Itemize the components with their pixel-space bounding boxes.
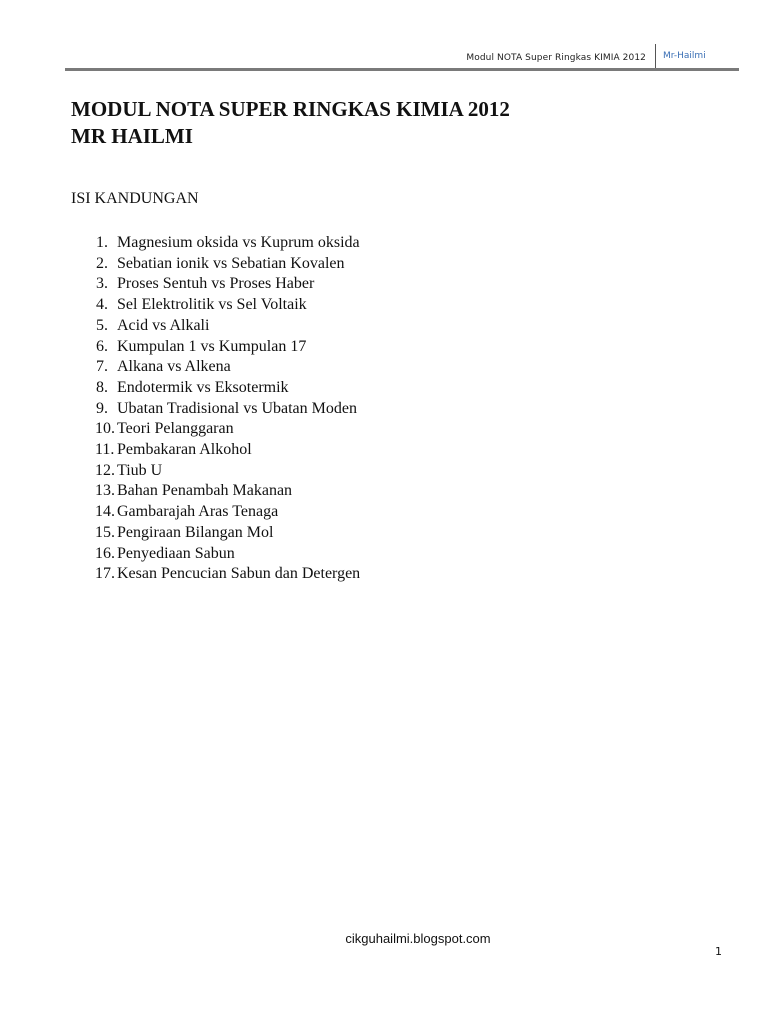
toc-item: [71, 399, 360, 420]
toc-item-label: Teori Pelanggaran: [117, 420, 234, 438]
toc-item: [71, 564, 360, 585]
toc-item: [71, 440, 360, 461]
toc-item-label: Ubatan Tradisional vs Ubatan Moden: [117, 399, 357, 417]
toc-item: [71, 419, 360, 440]
toc-item-label: Kesan Pencucian Sabun dan Detergen: [117, 565, 361, 583]
toc-item: [71, 378, 360, 399]
toc-item-label: Pengiraan Bilangan Mol: [117, 523, 274, 541]
toc-item-number: 7.: [96, 358, 108, 376]
toc-item: [71, 233, 360, 254]
header-separator: [655, 44, 656, 70]
footer-url: cikguhailmi.blogspot.com: [345, 931, 491, 946]
toc-item-number: 10.: [95, 420, 115, 438]
running-header-author: Mr-Hailmi: [663, 51, 706, 61]
running-header-title: Modul NOTA Super Ringkas KIMIA 2012: [466, 53, 646, 63]
toc-item: [71, 337, 360, 358]
toc-item: [71, 316, 360, 337]
toc-item-number: 12.: [95, 461, 115, 479]
toc-item-number: 9.: [96, 399, 108, 417]
toc-item-label: Gambarajah Aras Tenaga: [117, 503, 279, 521]
page-number: 1: [715, 945, 722, 958]
toc-item-label: Bahan Penambah Makanan: [117, 482, 293, 500]
toc-item-number: 17.: [95, 565, 115, 583]
toc-item: [71, 357, 360, 378]
toc-item-number: 4.: [96, 296, 108, 314]
toc-item-number: 16.: [95, 544, 115, 562]
toc-item-label: Sel Elektrolitik vs Sel Voltaik: [117, 296, 307, 314]
header-rule: [65, 68, 739, 71]
title-line-2: MR HAILMI: [71, 124, 193, 148]
toc-item-label: Endotermik vs Eksotermik: [117, 378, 289, 396]
toc-item-label: Tiub U: [117, 461, 163, 479]
toc-item-number: 6.: [96, 337, 108, 355]
toc-item: [71, 254, 360, 275]
toc-item-label: Kumpulan 1 vs Kumpulan 17: [117, 337, 307, 355]
toc-item: [71, 502, 360, 523]
toc-item-number: 2.: [96, 254, 108, 272]
toc-item-label: Penyediaan Sabun: [117, 544, 235, 562]
toc-list: [71, 233, 360, 585]
toc-item-label: Alkana vs Alkena: [117, 358, 231, 376]
toc-item: [71, 295, 360, 316]
toc-item-label: Proses Sentuh vs Proses Haber: [117, 275, 315, 293]
toc-item-label: Magnesium oksida vs Kuprum oksida: [117, 234, 360, 251]
toc-item: [71, 461, 360, 482]
toc-item: [71, 274, 360, 295]
toc-item-label: Pembakaran Alkohol: [117, 441, 252, 459]
toc-item-label: Sebatian ionik vs Sebatian Kovalen: [117, 254, 345, 272]
toc-item-number: 8.: [96, 378, 108, 396]
toc-item: [71, 481, 360, 502]
toc-heading: ISI KANDUNGAN: [71, 190, 199, 207]
toc-item-number: 3.: [96, 275, 108, 293]
toc-item: [71, 523, 360, 544]
toc-item-number: 1.: [96, 234, 108, 251]
toc-item: [71, 544, 360, 565]
toc-item-number: 15.: [95, 523, 115, 541]
toc-item-number: 13.: [95, 482, 115, 500]
toc-item-label: Acid vs Alkali: [117, 316, 210, 334]
document-title: [71, 96, 510, 150]
toc-item-number: 11.: [95, 441, 115, 459]
toc-item-number: 5.: [96, 316, 108, 334]
toc-item-number: 14.: [95, 503, 115, 521]
title-line-1: MODUL NOTA SUPER RINGKAS KIMIA 2012: [71, 97, 510, 121]
